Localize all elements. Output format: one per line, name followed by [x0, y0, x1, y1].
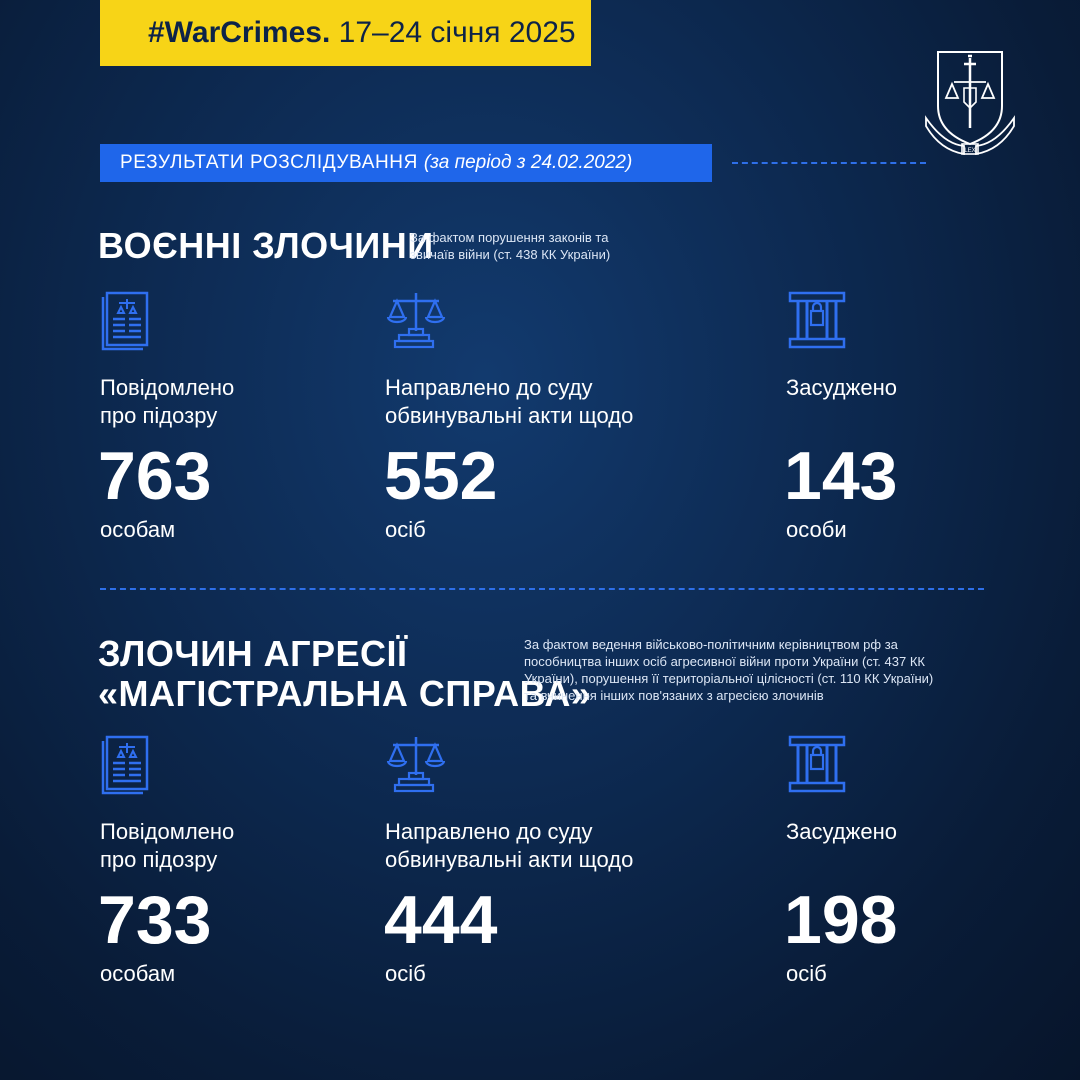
stat-label-court	[385, 818, 633, 874]
war-crimes-note-line: За фактом порушення законів та	[410, 230, 609, 245]
aggression-title	[98, 634, 591, 714]
stat-value-court: 552	[384, 438, 498, 514]
stat-label-line: обвинувальні акти щодо	[385, 403, 634, 428]
stat-label-court	[385, 374, 633, 430]
prison-bars-icon	[786, 289, 848, 351]
prison-bars-icon	[786, 733, 848, 795]
stat-unit-suspicion: особам	[100, 961, 176, 986]
aggression-note	[524, 636, 944, 704]
dashed-divider-top	[732, 162, 926, 164]
emblem-motto-lex: LEX	[964, 148, 976, 154]
aggression-title-line: ЗЛОЧИН АГРЕСІЇ	[98, 633, 408, 674]
stat-label-line: Повідомлено	[100, 819, 235, 844]
stat-unit-court: осіб	[385, 517, 426, 542]
stat-value-suspicion: 733	[98, 882, 212, 958]
stat-label-suspicion	[100, 374, 234, 430]
stat-label-convicted	[786, 374, 897, 402]
header-title	[100, 0, 591, 66]
results-period: (за період з 24.02.2022)	[423, 152, 633, 173]
aggression-note-line: України), порушення її територіальної цілісності (ст. 110 КК України)	[524, 671, 934, 686]
stat-label-line: Направлено до суду	[385, 375, 593, 400]
war-crimes-note-line: звичаїв війни (ст. 438 КК України)	[410, 247, 611, 262]
results-label: РЕЗУЛЬТАТИ РОЗСЛІДУВАННЯ	[120, 152, 418, 173]
stat-unit-court: осіб	[385, 961, 426, 986]
header-hashtag: #WarCrimes.	[148, 16, 331, 49]
aggression-note-line: пособництва інших осіб агресивної війни проти України (ст. 437 КК	[524, 654, 925, 669]
scales-icon	[385, 289, 447, 351]
document-icon	[99, 289, 161, 351]
scales-icon	[385, 733, 447, 795]
stat-label-line: про підозру	[100, 403, 218, 428]
stat-label-line: Засуджено	[786, 819, 897, 844]
stat-label-line: Направлено до суду	[385, 819, 593, 844]
stat-label-line: Повідомлено	[100, 375, 235, 400]
header-dates: 17–24 січня 2025	[330, 16, 576, 49]
stat-value-court: 444	[384, 882, 498, 958]
war-crimes-title: ВОЄННІ ЗЛОЧИНИ	[98, 225, 434, 266]
stat-label-line: обвинувальні акти щодо	[385, 847, 634, 872]
prosecutor-emblem-icon	[924, 48, 1016, 158]
stat-value-convicted: 198	[784, 882, 898, 958]
stat-unit-convicted: осіб	[786, 961, 827, 986]
war-crimes-note	[410, 229, 670, 263]
stat-label-line: Засуджено	[786, 375, 897, 400]
aggression-note-line: та вчинення інших пов'язаних з агресією злочинів	[524, 688, 824, 703]
aggression-title-line: «МАГІСТРАЛЬНА СПРАВА»	[98, 673, 592, 714]
stat-label-suspicion	[100, 818, 234, 874]
stat-unit-suspicion: особам	[100, 517, 176, 542]
aggression-note-line: За фактом ведення військово-політичним керівництвом рф за	[524, 637, 898, 652]
stat-value-convicted: 143	[784, 438, 898, 514]
document-icon	[99, 733, 161, 795]
results-period-banner	[100, 144, 712, 182]
stat-label-line: про підозру	[100, 847, 218, 872]
stat-label-convicted	[786, 818, 897, 846]
stat-value-suspicion: 763	[98, 438, 212, 514]
dashed-divider-middle	[100, 588, 984, 590]
stat-unit-convicted: особи	[786, 517, 847, 542]
